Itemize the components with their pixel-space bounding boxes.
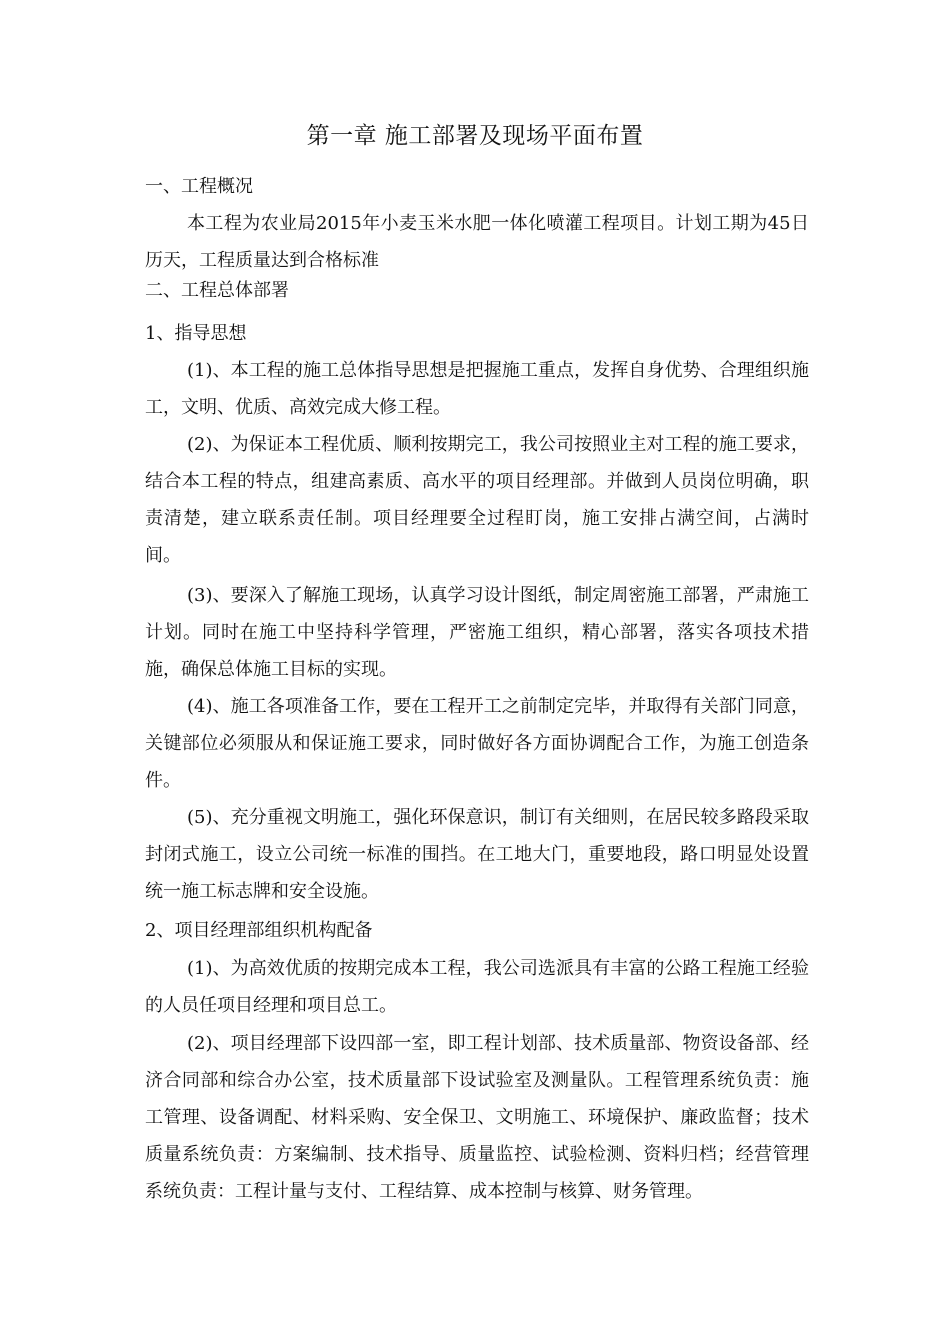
guiding-item-1: (1)、本工程的施工总体指导思想是把握施工重点，发挥自身优势、合理组织施工，文明、优质、高效完成大修工程。: [145, 360, 809, 418]
section-heading-deployment: 二、工程总体部署: [145, 280, 289, 301]
chapter-title: 第一章 施工部署及现场平面布置: [306, 123, 644, 149]
organization-item-1: (1)、为高效优质的按期完成本工程，我公司选派具有丰富的公路工程施工经验的人员任项目经理和项目总工。: [145, 958, 809, 1016]
organization-item-2: (2)、项目经理部下设四部一室，即工程计划部、技术质量部、物资设备部、经济合同部和综合办公室，技术质量部下设试验室及测量队。工程管理系统负责：施工管理、设备调配、材料采购、安全保卫、文明施工、环境保护、廉政监督；技术质量系统负责：方案编制、技术指导、质量监控、试验检测、资料归档；经营管理系统负责：工程计量与支付、工程结算、成本控制与核算、财务管理。: [145, 1033, 809, 1202]
guiding-item-2: (2)、为保证本工程优质、顺利按期完工，我公司按照业主对工程的施工要求，结合本工程的特点，组建高素质、高水平的项目经理部。并做到人员岗位明确，职责清楚，建立联系责任制。项目经理要全过程盯岗，施工安排占满空间，占满时间。: [145, 434, 809, 566]
subsection-heading-guiding-ideology: 1、指导思想: [145, 323, 247, 344]
guiding-item-3: (3)、要深入了解施工现场，认真学习设计图纸，制定周密施工部署，严肃施工计划。同时在施工中坚持科学管理，严密施工组织，精心部署，落实各项技术措施，确保总体施工目标的实现。: [145, 585, 809, 680]
subsection-heading-organization: 2、项目经理部组织机构配备: [145, 920, 373, 941]
overview-paragraph: 本工程为农业局2015年小麦玉米水肥一体化喷灌工程项目。计划工期为45日历天，工程质量达到合格标准: [145, 213, 809, 271]
guiding-item-4: (4)、施工各项准备工作，要在工程开工之前制定完毕，并取得有关部门同意，关键部位必须服从和保证施工要求，同时做好各方面协调配合工作，为施工创造条件。: [145, 696, 809, 791]
guiding-item-5: (5)、充分重视文明施工，强化环保意识，制订有关细则，在居民较多路段采取封闭式施工，设立公司统一标准的围挡。在工地大门，重要地段，路口明显处设置统一施工标志牌和安全设施。: [145, 807, 809, 902]
section-heading-overview: 一、工程概况: [145, 176, 253, 197]
